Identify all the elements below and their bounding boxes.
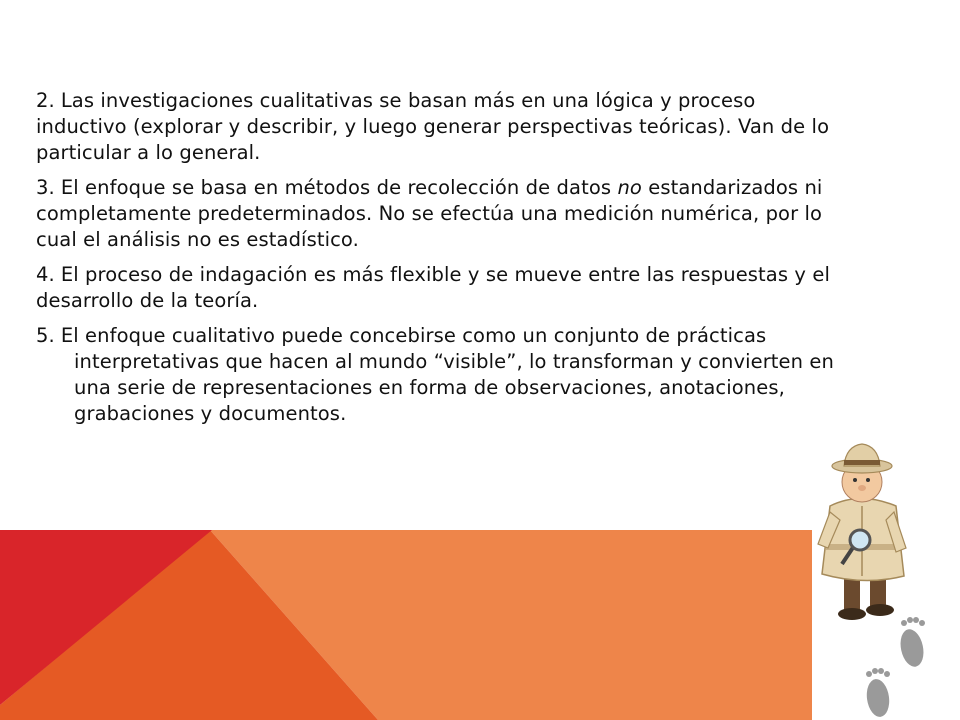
paragraph-2 [36,88,846,166]
paragraph-4 [36,262,846,314]
footprints-icon [864,617,926,718]
paragraph-text-continued: estandarizados ni completamente predeterminados. No se efectúa una medición numérica, por lo cual el análisis no es estadístico. [36,176,823,251]
paragraph-number: 3. [36,176,55,199]
paragraph-text: El proceso de indagación es más flexible y se mueve entre las respuestas y el desarrollo de la teoría. [36,263,830,312]
paragraph-text: El enfoque cualitativo puede concebirse como un conjunto de prácticas interpretativas que hacen al mundo “visible”, lo transforman y convierten en una serie de representaciones en forma de observaciones, anotaciones, grabaciones y documentos. [60,324,834,425]
paragraph-number: 5. [36,324,55,347]
paragraph-5 [36,323,846,427]
paragraph-text: El enfoque se basa en métodos de recolección de datos [60,176,612,199]
paragraph-3 [36,175,846,253]
detective-clipart [812,436,960,720]
paragraph-text: Las investigaciones cualitativas se basan más en una lógica y proceso inductivo (explorar y describir, y luego generar perspectivas teóricas). Van de lo particular a lo general. [36,89,830,164]
paragraph-italic-word: no [617,176,642,199]
slide-body [36,88,846,436]
paragraph-number: 2. [36,89,55,112]
paragraph-number: 4. [36,263,55,286]
